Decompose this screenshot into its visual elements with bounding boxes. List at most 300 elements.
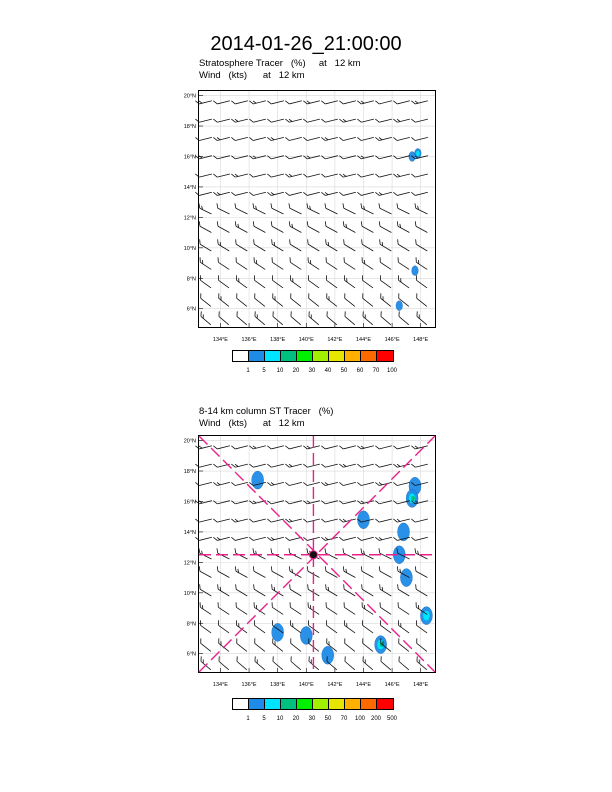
- wind-barb-shaft: [290, 208, 302, 214]
- wind-barb: [396, 239, 412, 251]
- wind-barb: [343, 656, 358, 669]
- wind-barb: [357, 533, 373, 541]
- wind-barb: [303, 115, 319, 123]
- wind-barb: [413, 566, 429, 577]
- wind-barb: [285, 479, 301, 487]
- colorbar-label: 70: [372, 368, 380, 374]
- wind-barb-shaft: [344, 607, 355, 614]
- wind-barb: [357, 152, 373, 160]
- wind-barb: [339, 479, 355, 487]
- wind-barb-flag: [273, 641, 277, 645]
- x-tick-label: 136°E: [241, 682, 257, 688]
- wind-barb-flag: [342, 275, 347, 280]
- wind-barb: [324, 620, 339, 633]
- wind-barb-flag: [321, 173, 325, 178]
- wind-barb-flag: [357, 500, 361, 505]
- wind-barb-flag: [413, 566, 418, 571]
- wind-barb-flag: [375, 463, 379, 468]
- wind-barb-flag: [309, 659, 313, 663]
- wind-barb: [251, 548, 267, 559]
- wind-barb-flag: [411, 100, 415, 105]
- wind-barb-flag: [396, 602, 401, 607]
- wind-barb-shaft: [417, 625, 428, 633]
- wind-barb-flag: [255, 314, 259, 318]
- wind-barb-flag: [357, 463, 361, 468]
- wind-barb: [395, 221, 411, 232]
- wind-barb: [339, 134, 355, 142]
- wind-barb-shaft: [398, 262, 409, 269]
- x-tick-label: 142°E: [327, 337, 343, 343]
- wind-barb: [271, 656, 286, 669]
- colorbar-label: 50: [340, 368, 348, 374]
- wind-barb-flag: [219, 641, 223, 645]
- wind-barb-flag: [375, 482, 379, 487]
- wind-barb-flag: [287, 203, 291, 208]
- wind-barb-flag: [413, 203, 417, 208]
- wind-barb: [339, 97, 355, 105]
- wind-barb-shaft: [361, 192, 374, 195]
- wind-barb-flag: [375, 537, 379, 542]
- wind-barb-flag: [415, 311, 420, 316]
- wind-barb: [267, 497, 283, 505]
- wind-barb-shaft: [327, 298, 337, 306]
- wind-barb-flag: [397, 656, 402, 661]
- wind-barb-shaft: [380, 208, 392, 214]
- wind-barb: [375, 97, 391, 105]
- wind-barb-flag: [339, 500, 343, 505]
- wind-barb-flag: [339, 137, 343, 142]
- y-tick-label: 20°N: [183, 438, 196, 445]
- tracer-patch: [357, 511, 369, 529]
- wind-barb: [393, 479, 409, 487]
- wind-barb: [396, 584, 412, 596]
- wind-barb-flag: [341, 203, 345, 208]
- wind-barb-shaft: [289, 482, 302, 485]
- wind-barb-flag: [303, 500, 307, 505]
- wind-barb-shaft: [397, 446, 410, 449]
- wind-barb-flag: [393, 100, 397, 105]
- wind-barb: [378, 275, 393, 288]
- wind-barb-flag: [303, 100, 307, 105]
- wind-barb-flag: [285, 173, 289, 178]
- wind-barb-flag: [377, 548, 381, 553]
- wind-barb-flag: [303, 482, 307, 487]
- wind-barb-flag: [396, 275, 401, 280]
- wind-barb-shaft: [325, 101, 338, 104]
- wind-barb: [359, 203, 375, 214]
- wind-barb-flag: [395, 566, 400, 571]
- wind-barb-flag: [379, 656, 384, 661]
- wind-barb-flag: [375, 173, 379, 178]
- wind-barb-flag: [231, 482, 235, 487]
- wind-barb-flag: [216, 584, 221, 589]
- wind-barb: [305, 221, 321, 232]
- colorbar-label: 20: [292, 368, 300, 374]
- wind-barb-flag: [216, 602, 221, 607]
- wind-barb: [360, 293, 375, 306]
- wind-barb-shaft: [289, 137, 302, 140]
- wind-barb-shaft: [361, 119, 374, 122]
- wind-barb-shaft: [199, 137, 212, 140]
- wind-barb-shaft: [289, 192, 302, 195]
- wind-barb-flag: [252, 239, 257, 244]
- wind-barb: [215, 548, 231, 559]
- wind-barb: [306, 257, 322, 269]
- wind-barb: [285, 115, 301, 123]
- wind-barb-flag: [393, 118, 397, 123]
- wind-barb-shaft: [237, 280, 248, 288]
- wind-barb-shaft: [235, 501, 248, 504]
- wind-barb: [197, 221, 213, 232]
- wind-barb-shaft: [291, 280, 302, 288]
- colorbar-box: [361, 351, 377, 361]
- wind-barb-shaft: [417, 661, 427, 669]
- wind-barb-shaft: [397, 156, 410, 159]
- x-tick-label: 136°E: [241, 337, 257, 343]
- wind-barb-shaft: [201, 280, 212, 288]
- wind-barb-shaft: [235, 156, 248, 159]
- colorbar-label: 200: [370, 716, 381, 722]
- wind-barb-flag: [396, 584, 401, 589]
- tracer-patch: [400, 569, 412, 587]
- wind-barb: [197, 548, 213, 559]
- wind-barb: [360, 239, 376, 251]
- wind-barb-flag: [213, 118, 217, 123]
- wind-barb-flag: [414, 257, 419, 262]
- wind-barb-flag: [231, 537, 235, 542]
- wind-barb-shaft: [253, 192, 266, 195]
- wind-barb: [361, 311, 376, 324]
- wind-barb: [267, 134, 283, 142]
- panel1-subtitle-tracer: Stratosphere Tracer (%) at 12 km: [199, 58, 361, 69]
- wind-barb-shaft: [236, 607, 247, 614]
- wind-barb-flag: [199, 656, 204, 661]
- wind-barb-flag: [339, 155, 343, 160]
- wind-barb-shaft: [235, 192, 248, 195]
- wind-barb-shaft: [200, 262, 211, 269]
- wind-barb-shaft: [343, 101, 356, 104]
- wind-barb-flag: [287, 548, 291, 553]
- wind-barb: [252, 275, 267, 288]
- wind-barb-shaft: [345, 298, 355, 306]
- wind-barb-flag: [267, 500, 271, 505]
- x-tick-label: 144°E: [355, 337, 372, 343]
- wind-barb: [267, 442, 283, 450]
- wind-barb-flag: [342, 239, 347, 244]
- wind-barb: [289, 311, 304, 324]
- wind-barb-shaft: [309, 316, 319, 324]
- wind-barb: [288, 293, 303, 306]
- wind-barb: [231, 134, 247, 142]
- wind-barb-shaft: [291, 625, 302, 633]
- wind-barb-flag: [252, 602, 257, 607]
- wind-barb: [323, 221, 339, 232]
- wind-barb-shaft: [343, 156, 356, 159]
- wind-barb-flag: [303, 537, 307, 542]
- wind-barb-shaft: [307, 174, 320, 177]
- wind-barb-flag: [379, 311, 384, 316]
- wind-barb-shaft: [201, 625, 212, 633]
- wind-barb-flag: [213, 463, 217, 468]
- wind-barb: [231, 533, 247, 541]
- wind-barb-shaft: [327, 661, 337, 669]
- wind-barb-flag: [342, 257, 347, 262]
- wind-barb-flag: [289, 656, 294, 661]
- wind-barb-flag: [323, 566, 328, 571]
- wind-barb-flag: [306, 275, 311, 280]
- wind-barb-shaft: [416, 226, 427, 232]
- wind-barb: [321, 515, 337, 523]
- wind-barb-shaft: [236, 571, 247, 577]
- wind-barb: [213, 188, 229, 196]
- wind-barb-flag: [307, 656, 312, 661]
- wind-barb-flag: [249, 192, 253, 197]
- wind-barb-flag: [234, 293, 239, 298]
- x-tick-label: 142°E: [327, 682, 343, 688]
- wind-barb: [321, 170, 337, 178]
- wind-barb: [303, 442, 319, 450]
- wind-barb-shaft: [363, 625, 374, 633]
- wind-barb: [234, 584, 250, 596]
- wind-barb: [360, 257, 376, 269]
- wind-barb-flag: [249, 537, 253, 542]
- wind-barb-shaft: [200, 571, 211, 577]
- wind-barb: [397, 311, 412, 324]
- wind-barb: [233, 203, 249, 214]
- wind-barb-shaft: [380, 607, 391, 614]
- wind-barb-shaft: [291, 298, 301, 306]
- wind-barb: [199, 311, 214, 324]
- wind-barb: [411, 97, 427, 105]
- wind-barb-shaft: [325, 119, 338, 122]
- wind-barb-flag: [307, 311, 312, 316]
- wind-barb-flag: [198, 293, 203, 298]
- wind-barb: [267, 97, 283, 105]
- wind-barb: [252, 638, 267, 651]
- wind-barb-flag: [411, 173, 415, 178]
- wind-barb: [339, 497, 355, 505]
- wind-barb-flag: [213, 192, 217, 197]
- wind-barb-flag: [378, 602, 383, 607]
- wind-barb: [357, 442, 373, 450]
- wind-barb-shaft: [399, 316, 409, 324]
- wind-barb: [216, 257, 232, 269]
- wind-barb: [216, 638, 231, 651]
- wind-barb-shaft: [343, 137, 356, 140]
- wind-barb-flag: [360, 293, 365, 298]
- wind-barb: [213, 134, 229, 142]
- wind-barb-flag: [233, 221, 238, 226]
- colorbar-label: 10: [276, 368, 284, 374]
- wind-barb: [285, 97, 301, 105]
- tracer-patch-inner: [416, 151, 420, 157]
- wind-barb-shaft: [218, 571, 229, 577]
- wind-barb-flag: [321, 100, 325, 105]
- wind-barb: [357, 115, 373, 123]
- wind-barb: [198, 293, 213, 306]
- wind-barb-flag: [309, 314, 313, 318]
- wind-barb: [251, 566, 267, 577]
- wind-barb-shaft: [415, 519, 428, 522]
- colorbar-box: [361, 699, 377, 709]
- wind-barb-shaft: [254, 226, 265, 232]
- wind-barb: [393, 97, 409, 105]
- wind-barb-flag: [378, 293, 383, 298]
- y-tick-label: 8°N: [186, 621, 196, 628]
- wind-barb: [198, 257, 214, 269]
- wind-barb-shaft: [308, 262, 319, 269]
- wind-barb-flag: [215, 221, 220, 226]
- wind-barb: [215, 203, 231, 214]
- wind-barb: [249, 460, 265, 468]
- wind-barb-flag: [357, 173, 361, 178]
- wind-barb-flag: [396, 638, 401, 643]
- wind-barb-flag: [321, 445, 325, 450]
- wind-barb-flag: [270, 584, 275, 589]
- wind-barb-flag: [269, 203, 273, 208]
- wind-barb-shaft: [379, 519, 392, 522]
- wind-barb-flag: [234, 257, 239, 262]
- wind-barb-flag: [363, 659, 367, 663]
- wind-barb-flag: [411, 518, 415, 523]
- wind-barb: [234, 602, 250, 614]
- wind-barb-flag: [360, 602, 365, 607]
- wind-barb-shaft: [415, 537, 428, 540]
- wind-barb-flag: [235, 656, 240, 661]
- wind-barb-shaft: [291, 643, 301, 651]
- wind-barb-flag: [195, 137, 199, 142]
- wind-barb-flag: [252, 293, 257, 298]
- wind-barb: [357, 497, 373, 505]
- wind-barb-shaft: [398, 208, 410, 214]
- wind-barb: [234, 620, 249, 633]
- wind-barb-shaft: [379, 446, 392, 449]
- wind-barb: [234, 239, 250, 251]
- wind-barb-flag: [285, 500, 289, 505]
- wind-barb-shaft: [217, 101, 230, 104]
- wind-barb: [375, 170, 391, 178]
- wind-barb-flag: [375, 155, 379, 160]
- y-tick-label: 6°N: [186, 306, 196, 313]
- wind-barb-flag: [357, 118, 361, 123]
- wind-barb-flag: [197, 566, 202, 571]
- wind-barb-shaft: [219, 280, 230, 288]
- wind-barb-flag: [285, 137, 289, 142]
- wind-barb: [377, 203, 393, 214]
- wind-barb-flag: [342, 638, 347, 643]
- wind-barb: [198, 584, 214, 596]
- wind-barb-shaft: [325, 446, 338, 449]
- wind-barb-shaft: [345, 316, 355, 324]
- wind-barb-shaft: [290, 226, 301, 232]
- wind-barb-flag: [413, 548, 417, 553]
- wind-barb: [252, 584, 268, 596]
- wind-barb: [195, 170, 211, 178]
- wind-barb: [267, 170, 283, 178]
- wind-barb-shaft: [308, 226, 319, 232]
- wind-barb: [323, 548, 339, 559]
- wind-barb-shaft: [307, 137, 320, 140]
- y-tick-label: 14°N: [183, 529, 196, 536]
- wind-barb: [249, 97, 265, 105]
- wind-barb-flag: [249, 100, 253, 105]
- wind-barb-flag: [324, 602, 329, 607]
- wind-barb-flag: [213, 173, 217, 178]
- wind-barb: [217, 311, 232, 324]
- wind-barb: [321, 533, 337, 541]
- wind-barb-flag: [270, 602, 275, 607]
- wind-barb: [231, 152, 247, 160]
- y-tick-label: 18°N: [183, 469, 196, 476]
- wind-barb-shaft: [379, 174, 392, 177]
- wind-barb: [411, 134, 427, 142]
- wind-barb-flag: [377, 203, 381, 208]
- wind-barb: [303, 152, 319, 160]
- wind-barb-flag: [252, 257, 257, 262]
- y-tick-label: 10°N: [183, 245, 196, 252]
- wind-barb-flag: [321, 137, 325, 142]
- wind-barb-flag: [339, 192, 343, 197]
- wind-barb-flag: [375, 445, 379, 450]
- wind-barb-flag: [269, 221, 274, 226]
- wind-barb-shaft: [307, 192, 320, 195]
- wind-barb-flag: [288, 638, 293, 643]
- wind-barb: [321, 152, 337, 160]
- wind-barb-flag: [267, 482, 271, 487]
- wind-barb-shaft: [235, 537, 248, 540]
- colorbar-label: 500: [386, 716, 397, 722]
- wind-barb-flag: [341, 566, 346, 571]
- y-tick-label: 18°N: [183, 124, 196, 131]
- wind-barb: [378, 239, 394, 251]
- wind-barb-flag: [359, 203, 363, 208]
- wind-barb: [341, 203, 357, 214]
- wind-barb-flag: [339, 173, 343, 178]
- colorbar-label: 1: [246, 368, 250, 374]
- wind-barb: [339, 515, 355, 523]
- wind-barb-shaft: [290, 607, 301, 614]
- y-tick-label: 16°N: [183, 499, 196, 506]
- wind-barb-flag: [377, 221, 382, 226]
- wind-barb-flag: [216, 239, 221, 244]
- wind-barb-shaft: [361, 482, 374, 485]
- wind-barb-flag: [195, 482, 199, 487]
- wind-barb: [195, 115, 211, 123]
- wind-barb-shaft: [363, 280, 374, 288]
- wind-barb-shaft: [218, 208, 230, 214]
- wind-barb-flag: [360, 257, 365, 262]
- wind-barb-flag: [393, 155, 397, 160]
- wind-barb: [378, 584, 394, 596]
- wind-barb-shaft: [308, 208, 320, 214]
- wind-barb-flag: [213, 537, 217, 542]
- wind-barb-flag: [393, 518, 397, 523]
- wind-barb: [375, 115, 391, 123]
- wind-barb: [342, 239, 358, 251]
- wind-barb-shaft: [325, 156, 338, 159]
- wind-barb-shaft: [199, 174, 212, 177]
- wind-barb-flag: [255, 659, 259, 663]
- wind-barb-shaft: [399, 625, 410, 633]
- wind-barb-shaft: [235, 137, 248, 140]
- wind-barb-flag: [215, 203, 219, 208]
- wind-barb-flag: [231, 463, 235, 468]
- colorbar-label: 10: [276, 716, 284, 722]
- wind-barb-flag: [327, 641, 331, 645]
- wind-barb-flag: [321, 518, 325, 523]
- wind-barb-flag: [231, 118, 235, 123]
- colorbar-box: [313, 699, 329, 709]
